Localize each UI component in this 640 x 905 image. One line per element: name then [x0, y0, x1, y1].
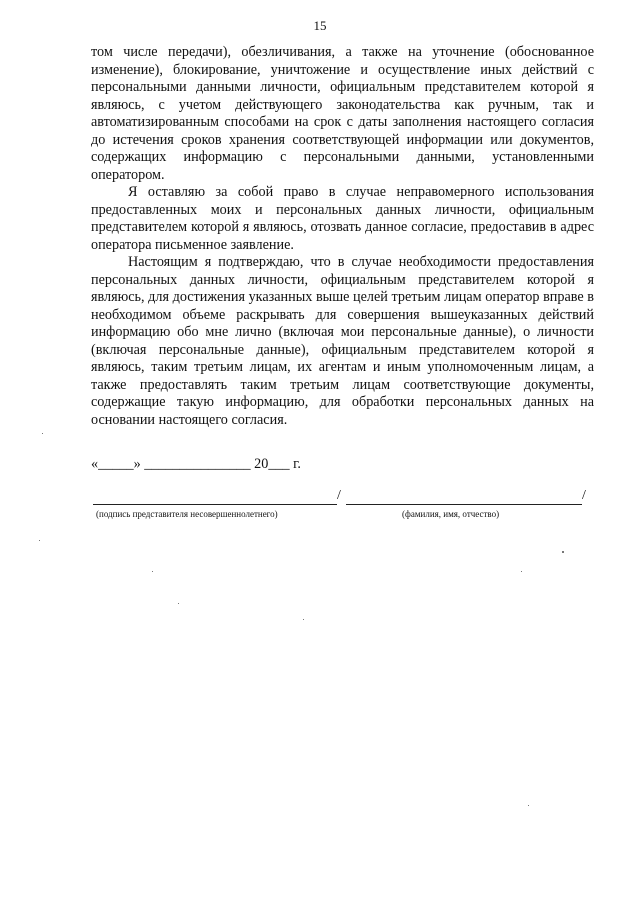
scan-speck: [152, 571, 153, 572]
scan-speck: [562, 551, 564, 553]
scan-speck: [528, 805, 529, 806]
signature-end-mark: /: [582, 488, 586, 503]
scan-speck: [303, 619, 304, 620]
scan-speck: [39, 540, 40, 541]
paragraph-consent-scope: том числе передачи), обезличивания, а также на уточнение (обоснованное изменение), блокирование, уничтожение и осуществление иных действий с персональными данными личности, официальным представителем которой я являюсь, с учетом действующего законодательства как ручным, так и автоматизированным способами на срок с даты заполнения настоящего согласия до истечения сроков хранения соответствующей информации или документов, содержащих информацию с персональными данными, установленными оператором.: [91, 44, 594, 183]
scan-speck: [521, 571, 522, 572]
scan-speck: [42, 433, 43, 434]
signature-line: [93, 504, 337, 505]
page-number: 15: [313, 18, 327, 33]
scan-speck: [178, 603, 179, 604]
document-body: [91, 44, 594, 429]
date-line: «_____» _______________ 20___ г.: [91, 456, 301, 472]
paragraph-third-party-disclosure: Настоящим я подтверждаю, что в случае необходимости предоставления персональных данных личности, официальным представителем которой я являюсь, для достижения указанных выше целей третьим лицам оператор вправе в необходимом объеме раскрывать для совершения вышеуказанных действий информацию обо мне лично (включая мои персональные данные), о личности (включая персональные данные), официальным представителем которой я являюсь, таким третьим лицам, их агентам и иным уполномоченным лицам, а также предоставлять таким третьим лицам соответствующие документы, содержащие такую информацию, для обработки персональных данных на основании настоящего согласия.: [91, 254, 594, 428]
paragraph-right-to-revoke: Я оставляю за собой право в случае неправомерного использования предоставленных моих и персональных данных личности, официальным представителем которой я являюсь, отозвать данное согласие, предоставив в адрес оператора письменное заявление.: [91, 184, 594, 253]
full-name-caption: (фамилия, имя, отчество): [402, 509, 500, 519]
signature-caption: (подпись представителя несовершеннолетнего): [96, 509, 278, 519]
signature-separator: /: [337, 488, 341, 503]
full-name-line: [346, 504, 582, 505]
